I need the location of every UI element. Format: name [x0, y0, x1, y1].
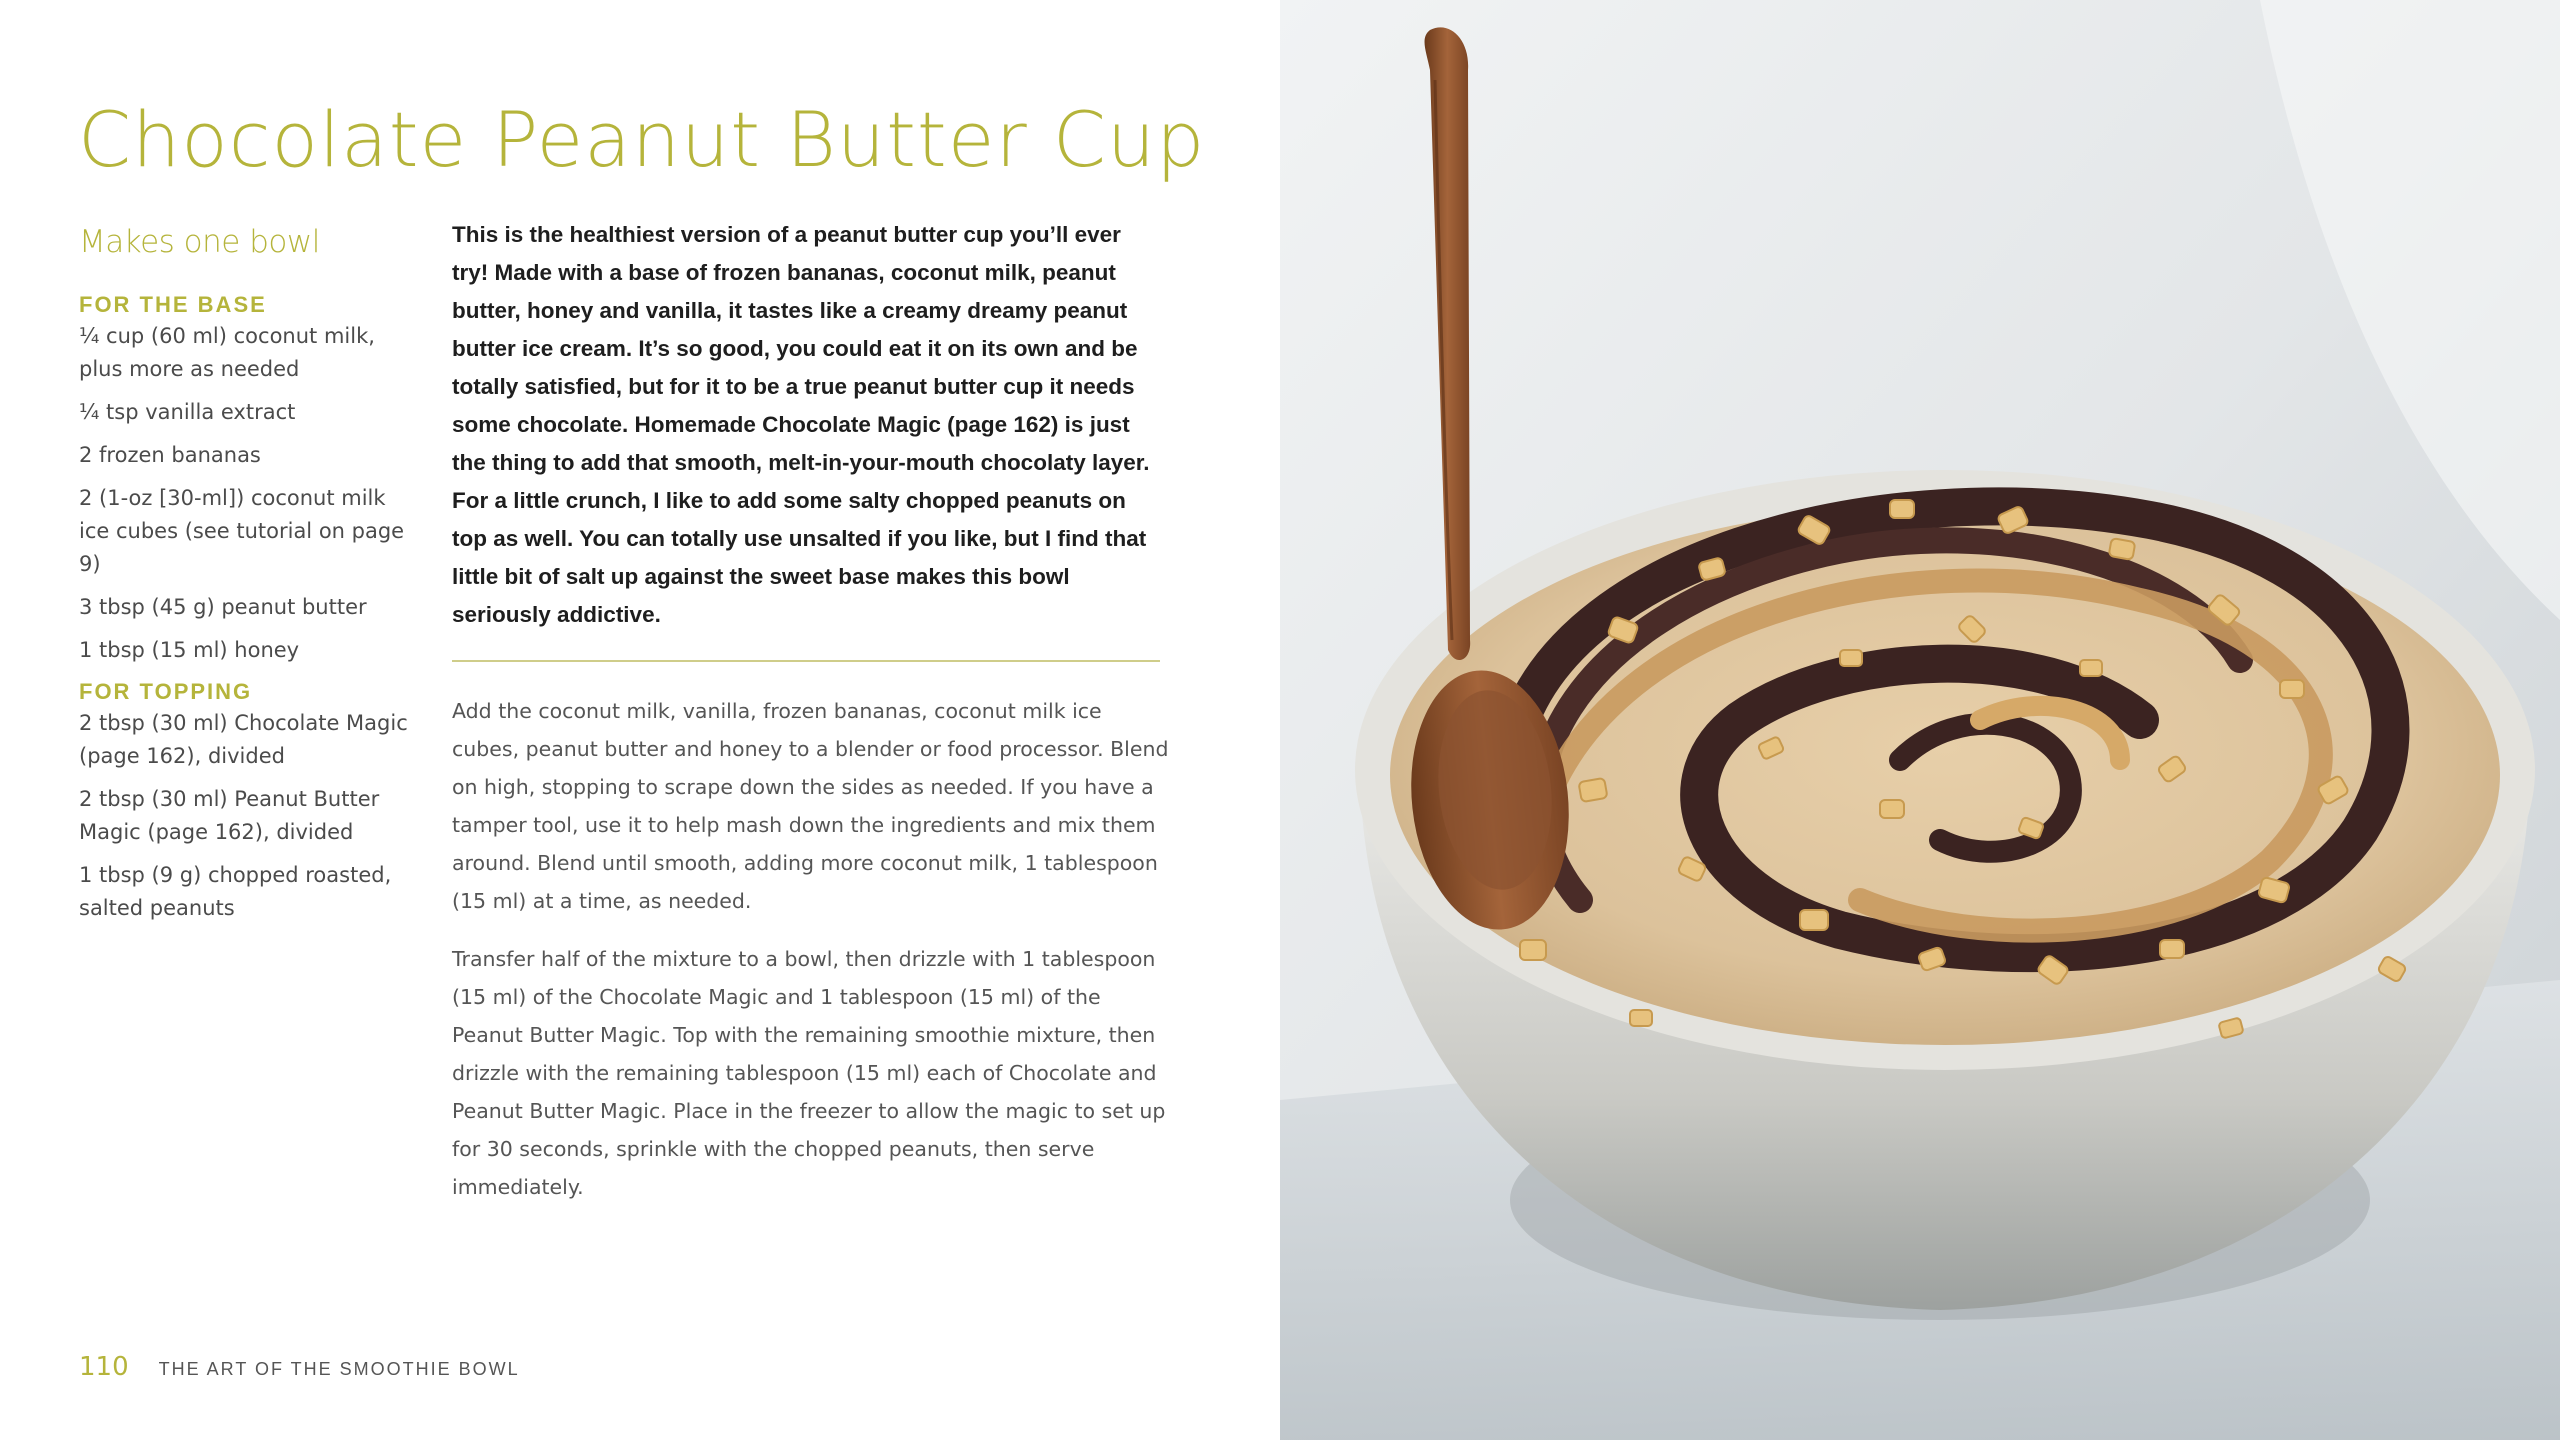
ingredient-list-topping [79, 707, 419, 925]
ingredient-item: 3 tbsp (45 g) peanut butter [79, 595, 367, 619]
ingredients-sidebar [79, 214, 419, 935]
ingredient-item: 1 tbsp (15 ml) honey [79, 638, 300, 662]
ingredient-item: 2 tbsp (30 ml) Peanut Butter Magic (page 162), divided [79, 787, 380, 844]
ingredient-item: 1 tbsp (9 g) chopped roasted, salted peanuts [79, 863, 392, 920]
step-paragraph: Transfer half of the mixture to a bowl, then drizzle with 1 tablespoon (15 ml) of the Chocolate Magic and 1 tablespoon (15 ml) of the Peanut Butter Magic. Top with the remaining smoothie mixture, then drizzle with the remaining tablespoon (15 ml) each of Chocolate and Peanut Butter Magic. Place in the freezer to allow the magic to set up for 30 seconds, sprinkle with the chopped peanuts, then serve immediately. [452, 947, 1166, 1199]
recipe-steps [452, 692, 1172, 1226]
page-number: 110 [79, 1352, 129, 1382]
section-heading-base: FOR THE BASE [79, 292, 267, 317]
page-footer [79, 1352, 520, 1382]
section-heading-topping: FOR TOPPING [79, 679, 253, 704]
ingredient-item: 2 tbsp (30 ml) Chocolate Magic (page 162), divided [79, 711, 408, 768]
ingredient-list-base [79, 320, 419, 667]
recipe-yield: Makes one bowl [79, 224, 320, 260]
ingredient-item: 2 frozen bananas [79, 443, 261, 467]
step-paragraph: Add the coconut milk, vanilla, frozen bananas, coconut milk ice cubes, peanut butter and honey to a blender or food processor. Blend on high, stopping to scrape down the sides as needed. If you have a tamper tool, use it to help mash down the ingredients and mix them around. Blend until smooth, adding more coconut milk, 1 tablespoon (15 ml) at a time, as needed. [452, 699, 1169, 913]
running-book-title: THE ART OF THE SMOOTHIE BOWL [158, 1359, 520, 1379]
smoothie-bowl-photo [1280, 0, 2560, 1440]
recipe-intro: This is the healthiest version of a peanut butter cup you’ll ever try! Made with a base of frozen bananas, coconut milk, peanut butter, honey and vanilla, it tastes like a creamy dreamy peanut butter ice cream. It’s so good, you could eat it on its own and be totally satisfied, but for it to be a true peanut butter cup it needs some chocolate. Homemade Chocolate Magic (page 162) is just the thing to add that smooth, melt-in-your-mouth chocolaty layer. For a little crunch, I like to add some salty chopped peanuts on top as well. You can totally use unsalted if you like, but I find that little bit of salt up against the sweet base makes this bowl seriously addictive. [452, 222, 1150, 627]
recipe-title: Chocolate Peanut Butter Cup [78, 95, 1206, 184]
ingredient-item: 2 (1-oz [30-ml]) coconut milk ice cubes (see tutorial on page 9) [79, 486, 405, 576]
ingredient-item: ¼ tsp vanilla extract [79, 400, 296, 424]
section-divider [452, 660, 1160, 662]
ingredient-item: ¼ cup (60 ml) coconut milk, plus more as needed [79, 324, 375, 381]
recipe-photo [1280, 0, 2560, 1440]
